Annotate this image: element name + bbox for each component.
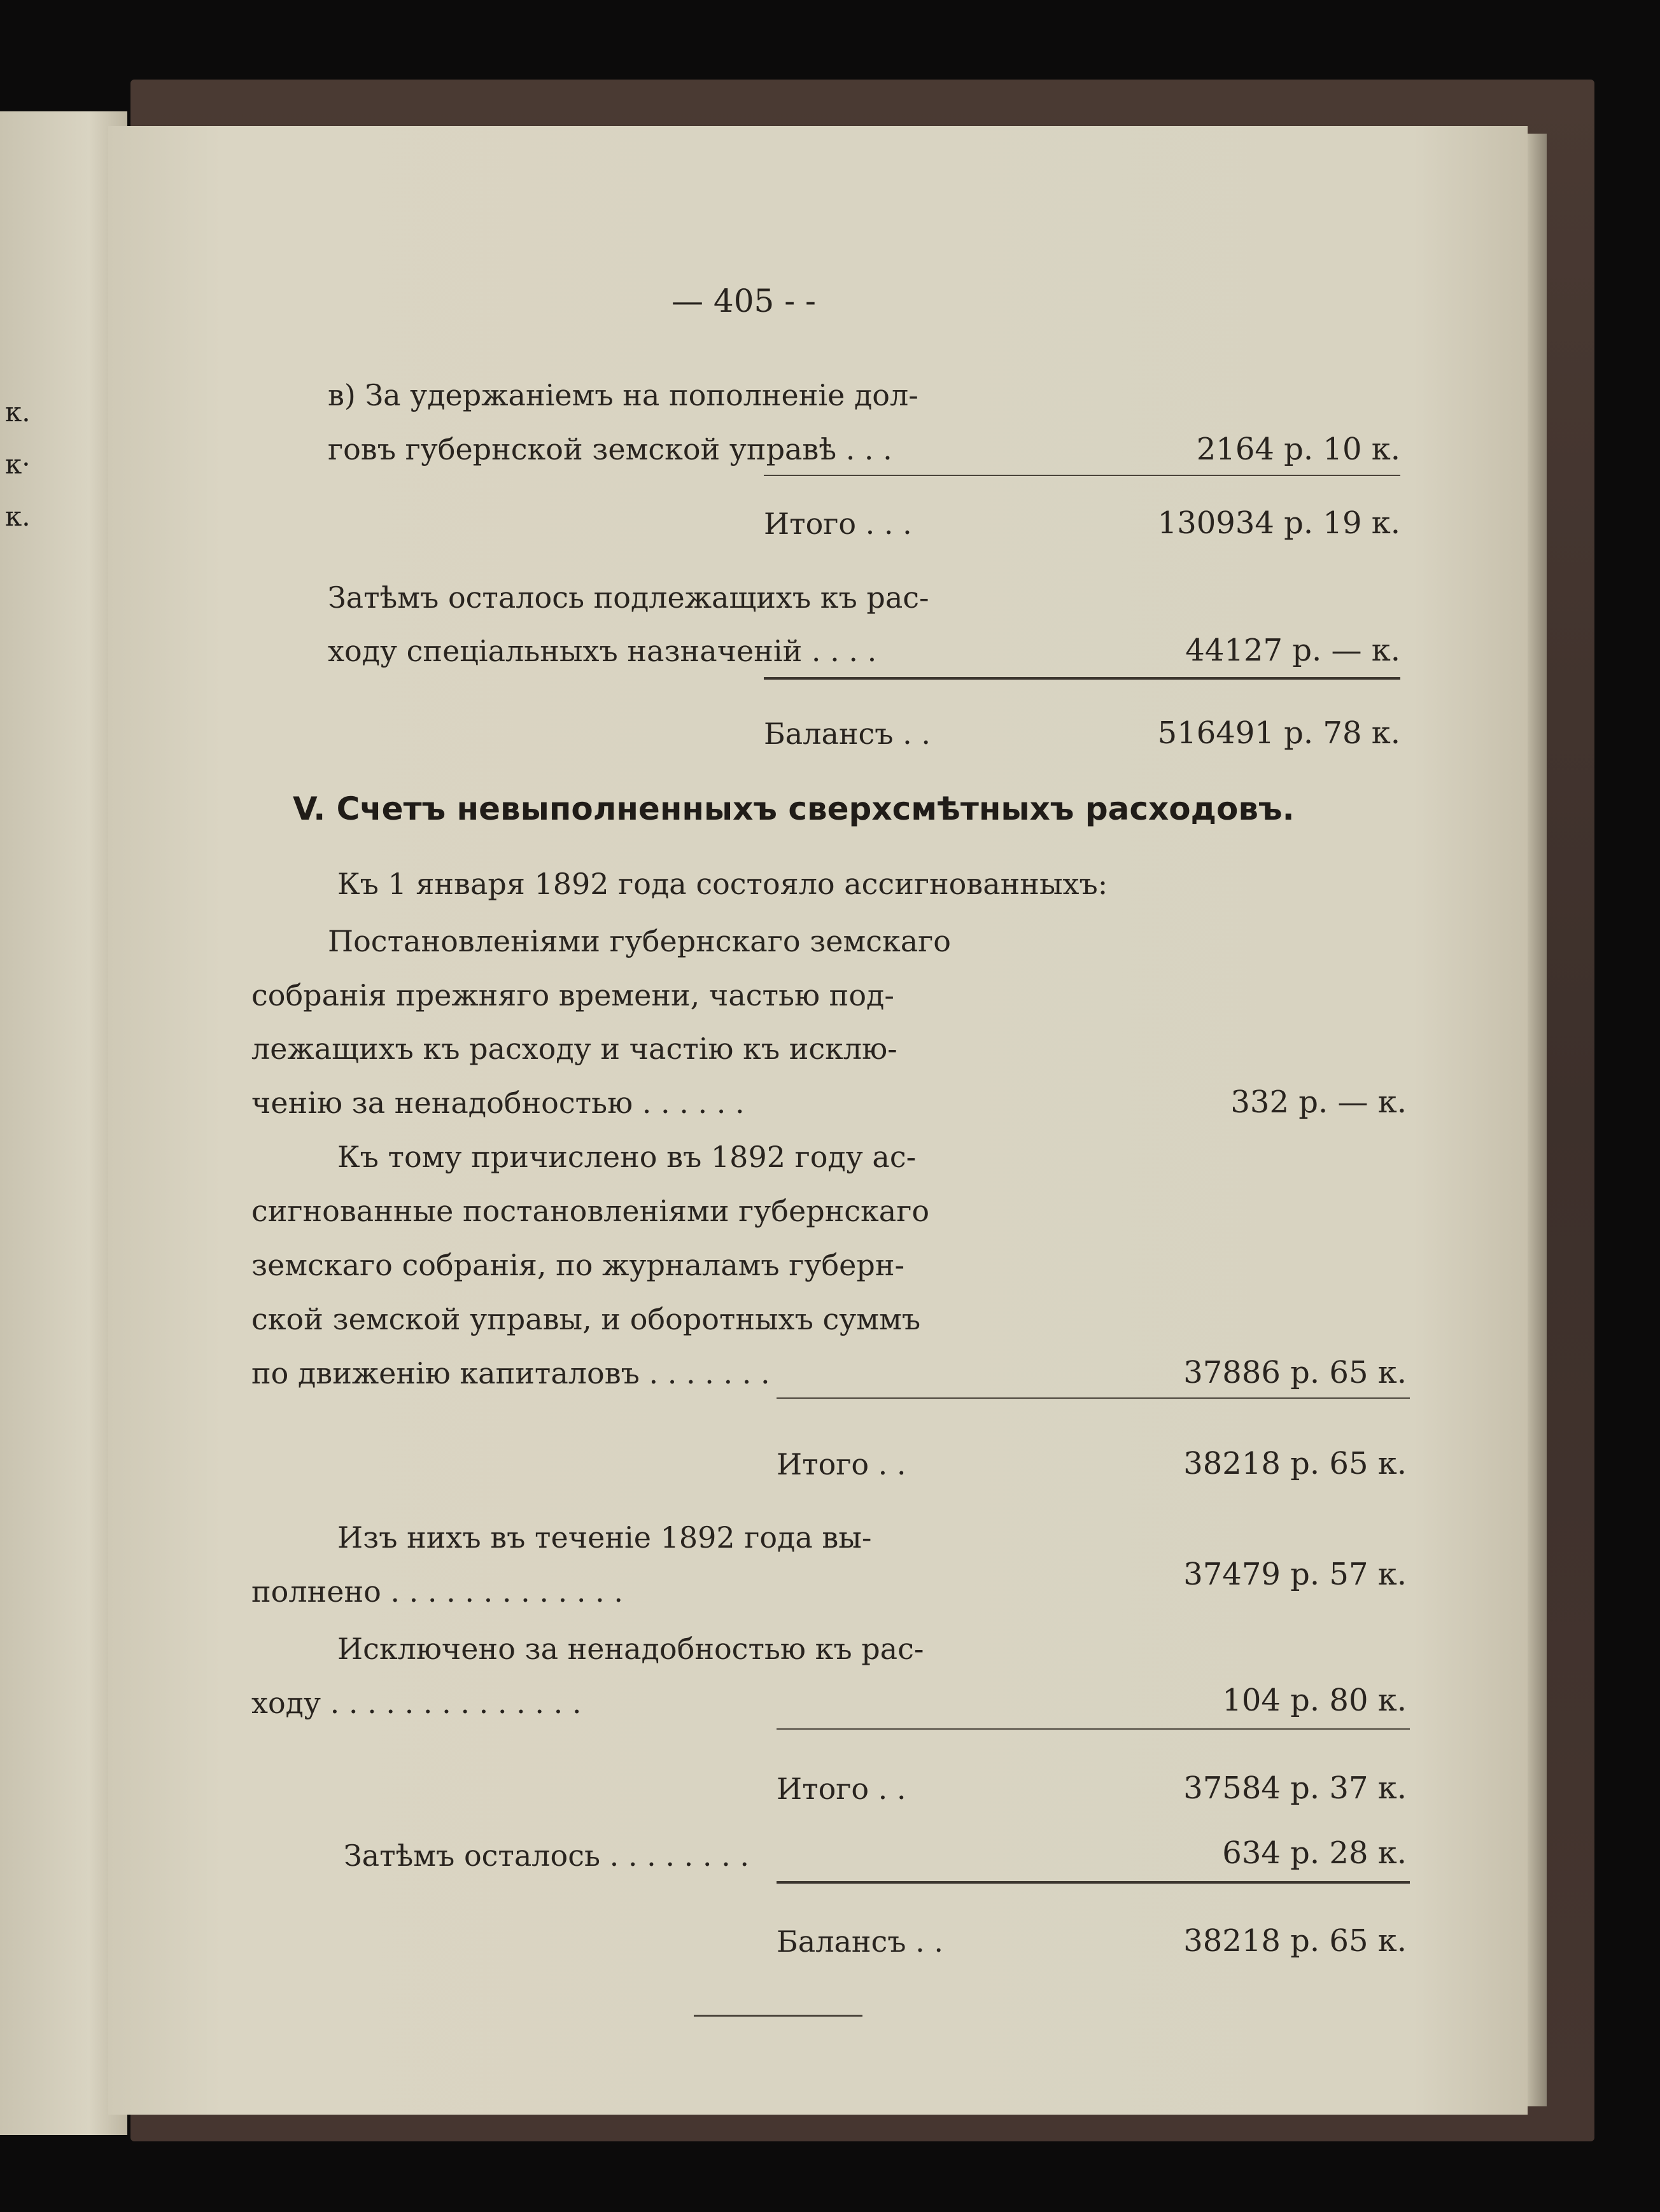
paragraph-line: Постановленіями губернскаго земскаго [328,924,951,958]
paragraph-line: полнено . . . . . . . . . . . . . [251,1574,623,1609]
paragraph-line: ской земской управы, и оборотныхъ суммъ [251,1302,921,1336]
balans2-label: Балансъ . . [777,1924,944,1959]
page-number: — 405 - - [672,283,816,319]
p5-amount: 634 р. 28 к. [1222,1835,1407,1871]
itogo2-amount: 38218 р. 65 к. [1183,1446,1407,1481]
paragraph-line: по движенію капиталовъ . . . . . . . [251,1356,770,1390]
ostalos-line2: ходу спеціальныхъ назначеній . . . . [328,634,877,668]
itogo1-label: Итого . . . [764,507,912,541]
paragraph-line: Исключено за ненадобностью къ рас- [337,1632,924,1666]
itogo2-label: Итого . . [777,1447,906,1481]
balans1-amount: 516491 р. 78 к. [1157,715,1400,751]
underline [777,1728,1410,1730]
p4-amount: 104 р. 80 к. [1222,1683,1407,1718]
p3-amount: 37479 р. 57 к. [1183,1557,1407,1592]
item-v-amount: 2164 р. 10 к. [1196,431,1400,467]
item-v-line2: говъ губернской земской управѣ . . . [328,432,892,466]
paragraph-line: сигнованные постановленіями губернскаго [251,1194,930,1228]
paragraph-line: ченію за ненадобностью . . . . . . [251,1086,745,1120]
underline [777,1397,1410,1399]
itogo1-amount: 130934 р. 19 к. [1157,505,1400,541]
balans2-amount: 38218 р. 65 к. [1183,1923,1407,1959]
paragraph-line: собранія прежняго времени, частью под- [251,978,894,1012]
book-page [108,126,1528,2115]
paragraph-line: земскаго собранія, по журналамъ губерн- [251,1248,905,1282]
page-edge [1528,134,1547,2106]
paragraph-line: Изъ нихъ въ теченіе 1892 года вы- [337,1520,872,1555]
underline [764,677,1400,680]
paragraph-line: лежащихъ къ расходу и частію къ исклю- [251,1032,897,1066]
underline [777,1881,1410,1884]
paragraph-line: Къ тому причислено въ 1892 году ас- [337,1140,917,1174]
itogo3-label: Итого . . [777,1772,906,1806]
underline [764,475,1400,476]
section-title: V. Счетъ невыполненныхъ сверхсмѣтныхъ расходовъ. [293,790,1295,827]
item-v-line1: в) За удержаніемъ на пополненіе дол- [328,378,918,412]
section-intro: Къ 1 января 1892 года состояло ассигнованныхъ: [337,867,1108,901]
left-margin-mark: к· [5,449,31,480]
p1-amount: 332 р. — к. [1230,1084,1407,1120]
ostalos-line1: Затѣмъ осталось подлежащихъ къ рас- [328,580,929,615]
p2-amount: 37886 р. 65 к. [1183,1355,1407,1390]
balans1-label: Балансъ . . [764,717,931,751]
itogo3-amount: 37584 р. 37 к. [1183,1770,1407,1806]
left-margin-mark: к. [5,396,31,428]
paragraph-line: Затѣмъ осталось . . . . . . . . [344,1838,749,1873]
ostalos-amount: 44127 р. — к. [1185,633,1400,668]
paragraph-line: ходу . . . . . . . . . . . . . . [251,1686,582,1720]
left-margin-mark: к. [5,501,31,532]
end-rule [694,2015,862,2017]
